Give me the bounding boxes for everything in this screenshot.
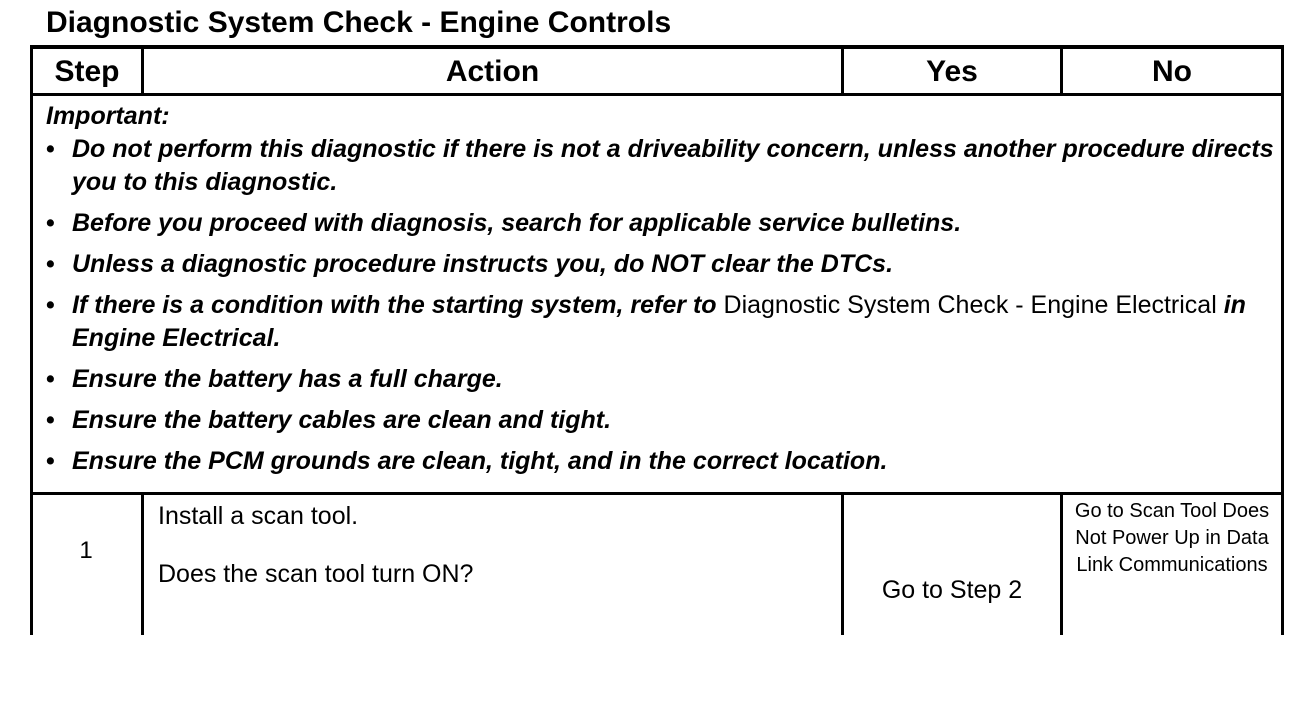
- bullet-dot: •: [46, 447, 55, 475]
- important-bullet: [46, 445, 1276, 478]
- header-action: Action: [445, 55, 540, 88]
- table-right-border: [1281, 45, 1284, 635]
- bullet-dot: •: [46, 406, 55, 434]
- bullet-text: Ensure the PCM grounds are clean, tight, and in the correct location.: [72, 447, 888, 475]
- engine-electrical-reference-link[interactable]: Diagnostic System Check - Engine Electrical: [723, 291, 1217, 319]
- important-bullet: [46, 363, 1276, 396]
- important-bullet: [46, 207, 1276, 240]
- bullet-text: in Engine Electrical.: [72, 291, 1246, 352]
- header-bottom-border: [30, 93, 1284, 96]
- bullet-text: If there is a condition with the starting system, refer to: [72, 291, 717, 319]
- header-no: No: [1152, 55, 1192, 88]
- header-yes: Yes: [926, 55, 978, 88]
- important-label: Important:: [46, 102, 170, 130]
- bullet-text: Before you proceed with diagnosis, search for applicable service bulletins.: [72, 209, 962, 237]
- important-bottom-border: [30, 492, 1284, 495]
- action-question: Does the scan tool turn ON?: [158, 560, 474, 588]
- bullet-text: Ensure the battery cables are clean and tight.: [72, 406, 612, 434]
- no-scan-tool-link[interactable]: Go to Scan Tool Does Not Power Up in Data Link Communications: [1074, 500, 1270, 576]
- important-bullet: [46, 289, 1276, 355]
- bullet-text: Unless a diagnostic procedure instructs you, do NOT clear the DTCs.: [72, 250, 894, 278]
- bullet-dot: •: [46, 365, 55, 393]
- action-yes-divider-row1: [841, 492, 844, 635]
- yes-go-to-step-link[interactable]: Go to Step 2: [881, 576, 1023, 604]
- important-notes: [46, 100, 1276, 486]
- bullet-dot: •: [46, 250, 55, 278]
- page-title: Diagnostic System Check - Engine Controls: [46, 6, 672, 39]
- bullet-dot: •: [46, 135, 55, 163]
- bullet-text: Ensure the battery has a full charge.: [72, 365, 503, 393]
- bullet-dot: •: [46, 291, 55, 319]
- table-top-border: [30, 45, 1284, 49]
- bullet-dot: •: [46, 209, 55, 237]
- important-bullet: [46, 248, 1276, 281]
- bullet-text: Do not perform this diagnostic if there is not a driveability concern, unless another procedure directs you to this diagnostic.: [72, 135, 1274, 196]
- step-number: 1: [79, 537, 93, 564]
- action-instruction: Install a scan tool.: [158, 502, 359, 530]
- important-bullet: [46, 404, 1276, 437]
- important-bullet: [46, 133, 1276, 199]
- header-step: Step: [54, 55, 120, 88]
